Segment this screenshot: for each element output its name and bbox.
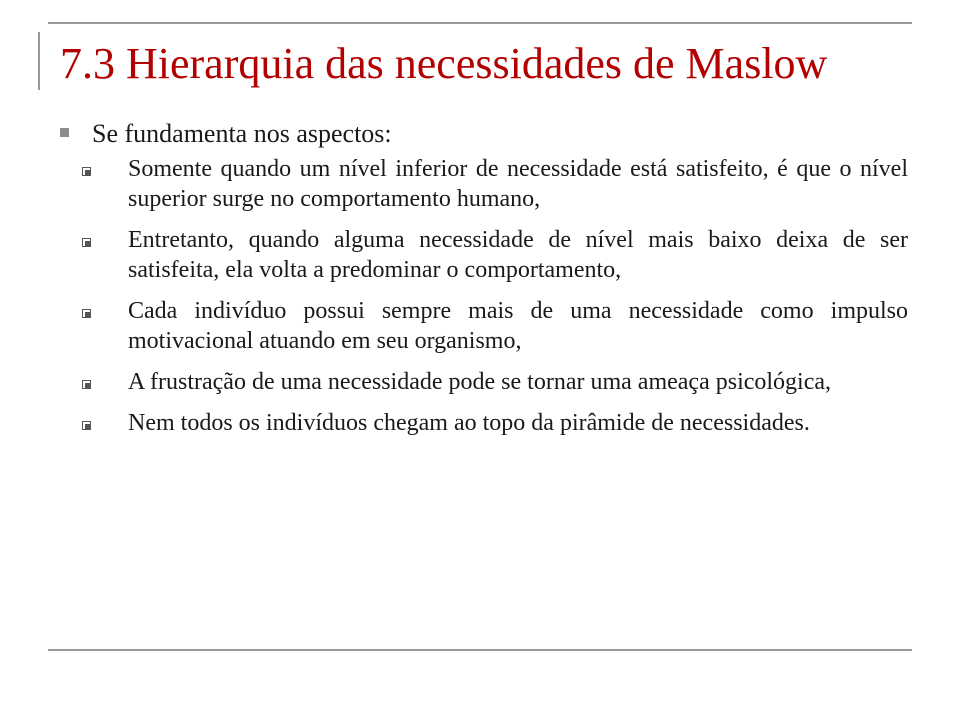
main-bullet-text: Se fundamenta nos aspectos: [92,119,392,148]
list-item-text: Somente quando um nível inferior de necessidade está satisfeito, é que o nível superior surge no comportamento humano, [128,156,908,212]
bottom-divider [48,649,912,651]
list-item [82,154,908,214]
list-item-text: A frustração de uma necessidade pode se tornar uma ameaça psicológica, [128,369,832,395]
checkbox-bullet-icon [82,380,91,389]
list-item [82,367,908,397]
checkbox-bullet-icon [82,421,91,430]
checkbox-bullet-icon [82,238,91,247]
list-item [82,296,908,356]
list-item-text: Nem todos os indivíduos chegam ao topo da pirâmide de necessidades. [128,410,810,436]
list-item-text: Cada indivíduo possui sempre mais de uma necessidade como impulso motivacional atuando em seu organismo, [128,298,908,354]
list-item-text: Entretanto, quando alguma necessidade de nível mais baixo deixa de ser satisfeita, ela volta a predominar o comportamento, [128,227,908,283]
square-bullet-icon [60,128,69,137]
slide-title: 7.3 Hierarquia das necessidades de Maslow [60,39,828,88]
sub-bullet-list [82,154,908,449]
top-divider [48,22,912,24]
list-item [82,225,908,285]
checkbox-bullet-icon [82,309,91,318]
left-divider [38,32,40,90]
checkbox-bullet-icon [82,167,91,176]
list-item [82,408,908,438]
